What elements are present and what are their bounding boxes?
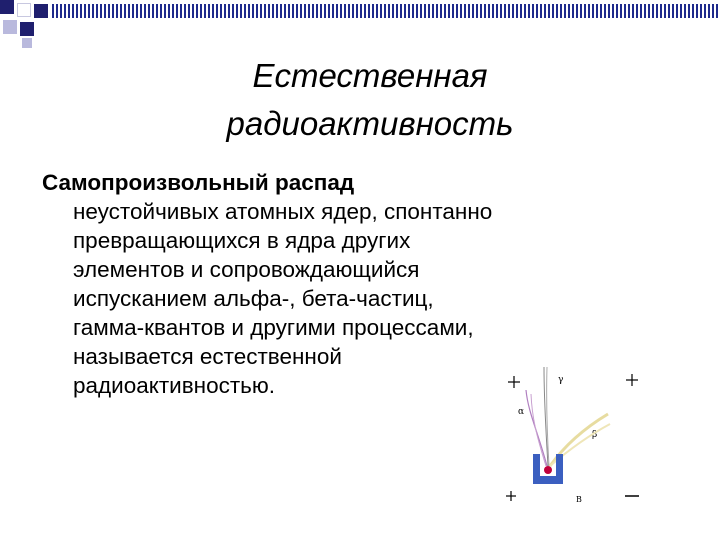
definition-lead: Самопроизвольный распад — [42, 170, 355, 195]
square-decoration — [17, 3, 31, 17]
plus-sign-icon — [506, 491, 516, 501]
title-line: радиоактивность — [226, 105, 514, 142]
corner-squares-decoration — [0, 0, 60, 48]
striped-bar-decoration — [52, 4, 720, 18]
square-decoration — [0, 0, 14, 14]
plus-sign-icon — [508, 376, 520, 388]
field-label: B — [576, 495, 582, 504]
plus-sign-icon — [626, 374, 638, 386]
beta-label: β — [592, 430, 598, 440]
definition-line: гамма-квантов и другими процессами, — [73, 315, 474, 340]
header-decoration — [0, 0, 720, 48]
definition-line: испусканием альфа-, бета-частиц, — [73, 286, 434, 311]
square-decoration — [34, 4, 48, 18]
radiation-deflection-diagram — [498, 362, 648, 512]
gamma-label: γ — [558, 375, 564, 385]
definition-line: радиоактивностью. — [73, 373, 276, 398]
definition-line: неустойчивых атомных ядер, спонтанно — [73, 199, 493, 224]
definition-line: называется естественной — [73, 344, 342, 369]
square-decoration — [3, 20, 17, 34]
square-decoration — [22, 38, 32, 48]
definition-line: элементов и сопровождающийся — [73, 257, 420, 282]
alpha-label: α — [518, 407, 525, 417]
title-line: Естественная — [252, 57, 488, 94]
square-decoration — [20, 22, 34, 36]
slide-title — [160, 52, 580, 148]
radioactive-source-icon — [544, 466, 552, 474]
definition-line: превращающихся в ядра других — [73, 228, 411, 253]
